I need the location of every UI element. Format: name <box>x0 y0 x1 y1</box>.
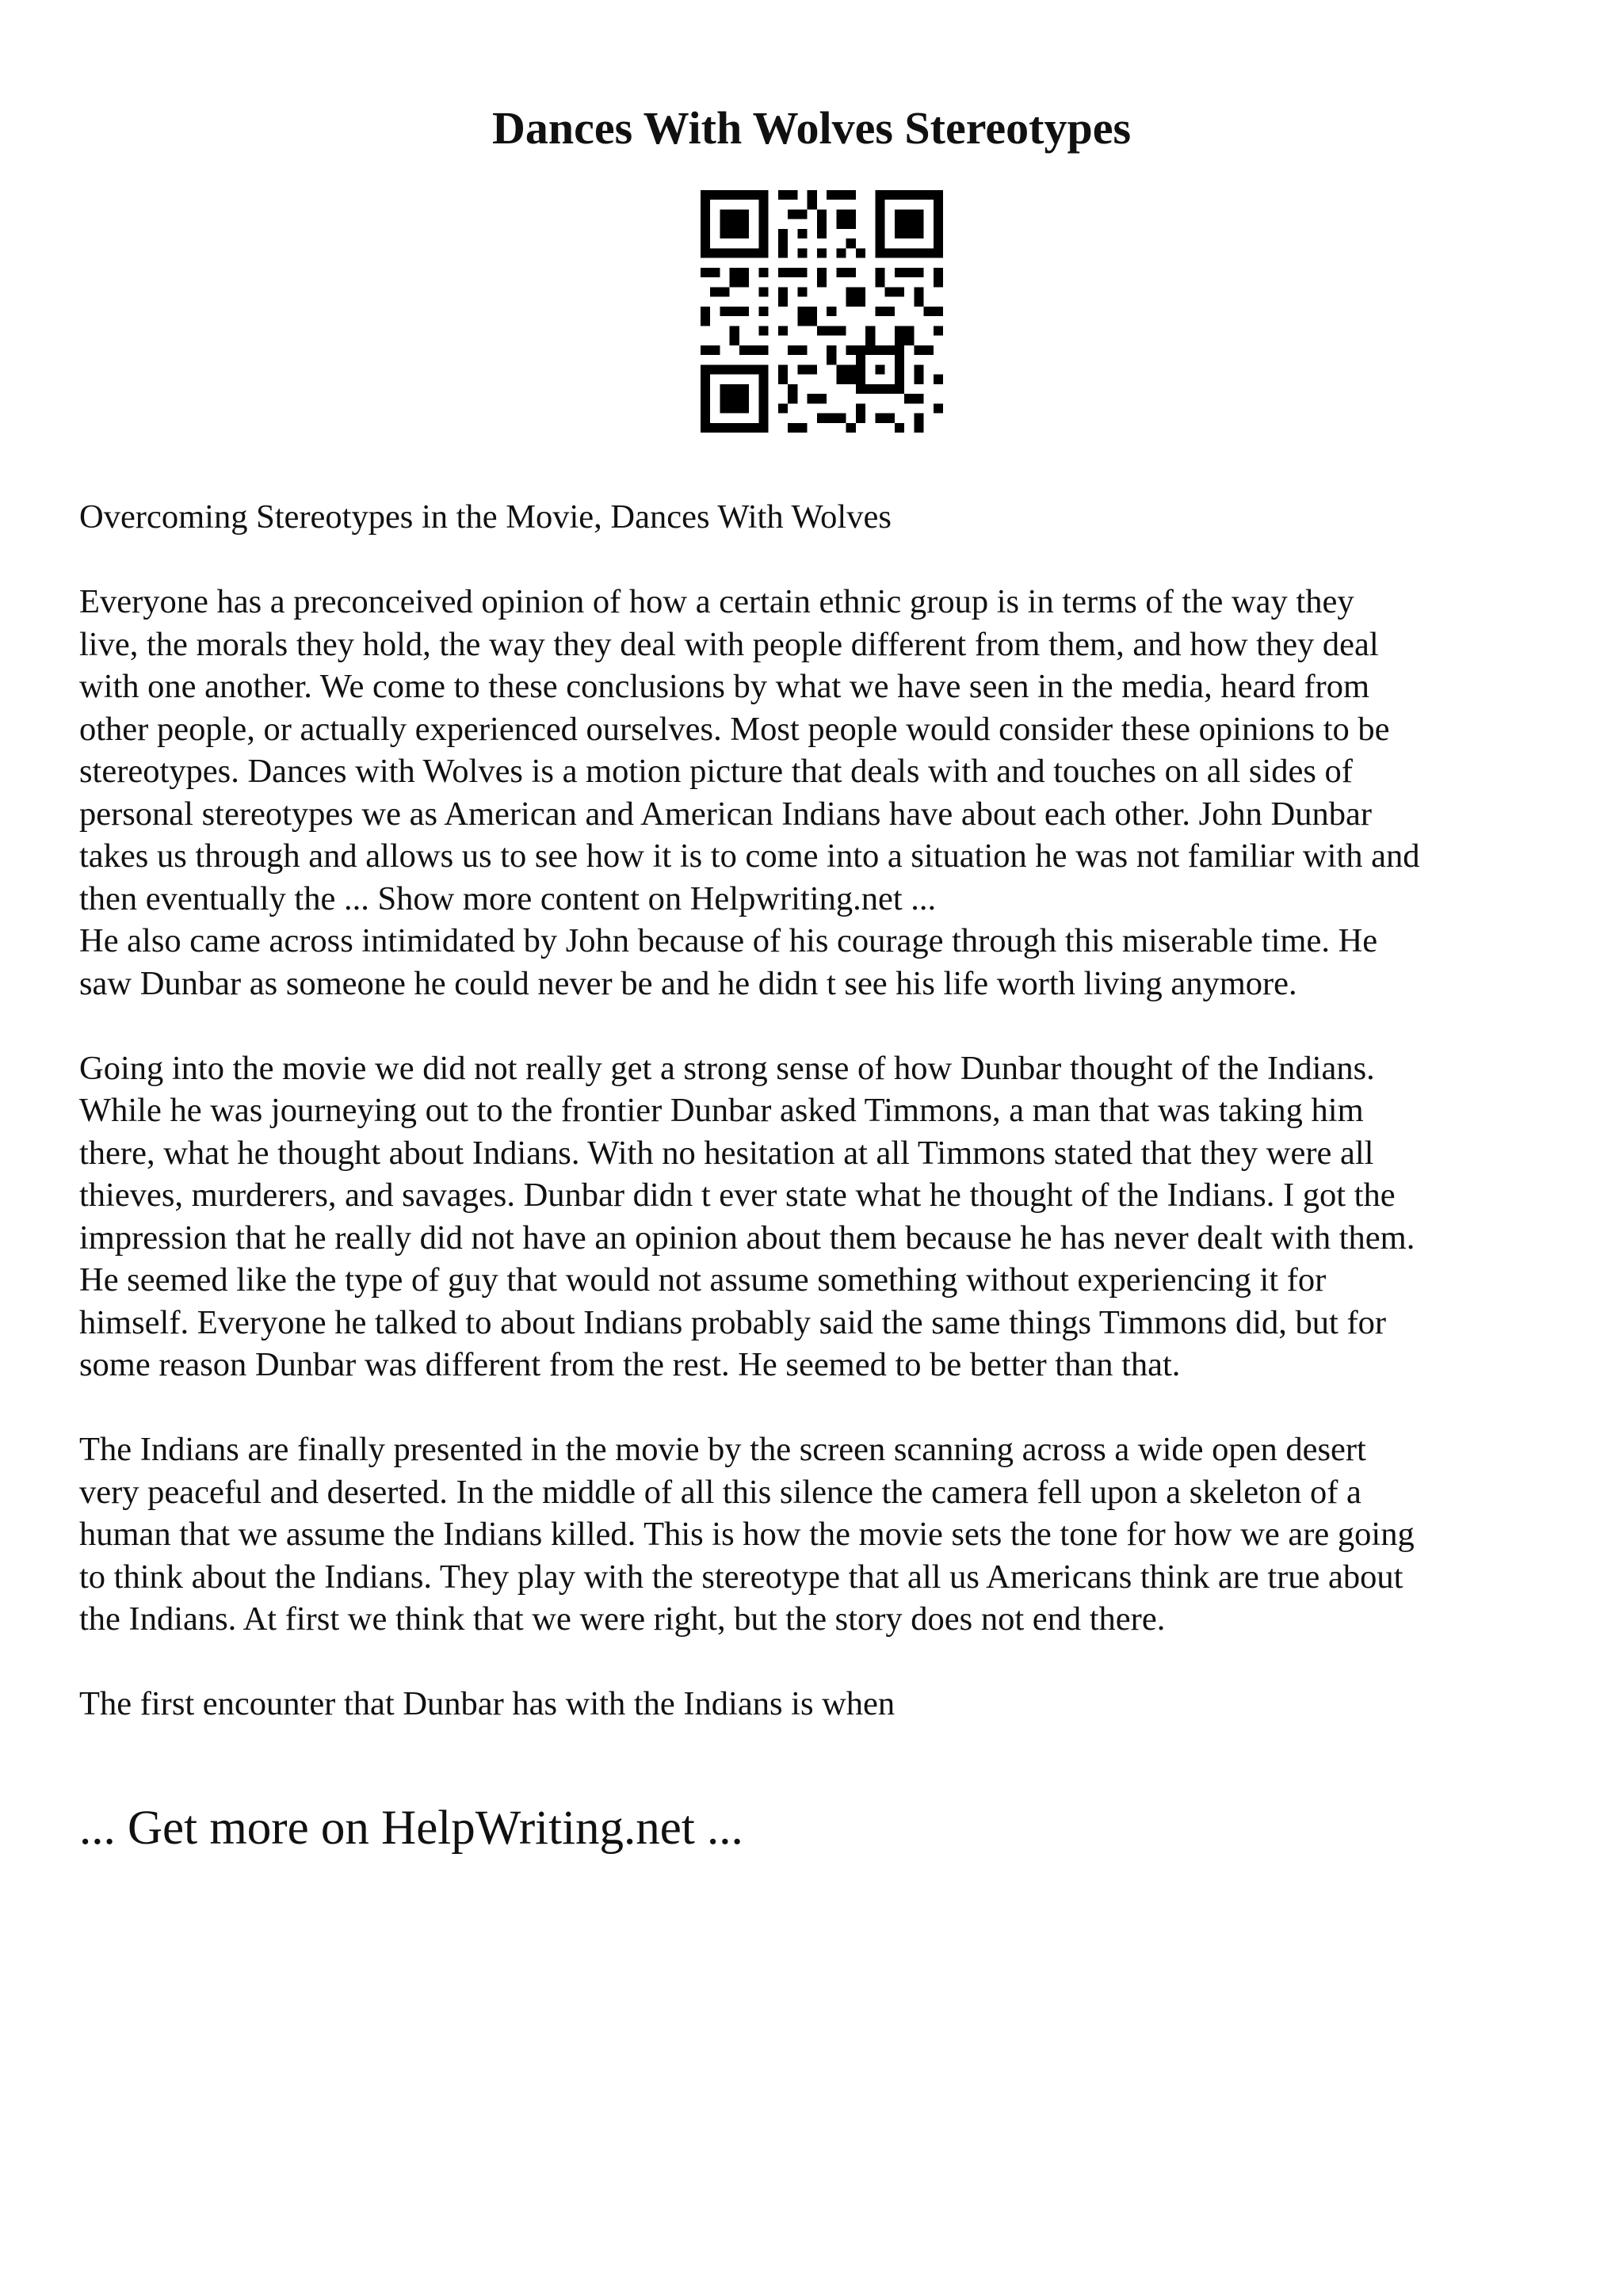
paragraph-line: personal stereotypes we as American and American Indians have about each other. John Dunbar <box>79 795 1372 833</box>
paragraph-line: there, what he thought about Indians. With no hesitation at all Timmons stated that they were all <box>79 1134 1374 1172</box>
paragraph-line: stereotypes. Dances with Wolves is a motion picture that deals with and touches on all sides of <box>79 753 1353 790</box>
paragraph-line: himself. Everyone he talked to about Indians probably said the same things Timmons did, but for <box>79 1303 1387 1341</box>
document-title: Dances With Wolves Stereotypes <box>491 102 1132 154</box>
paragraph-line: saw Dunbar as someone he could never be and he didn t see his life worth living anymore. <box>79 964 1297 1002</box>
paragraph-line: He seemed like the type of guy that would not assume something without experiencing it for <box>79 1261 1327 1299</box>
document-body <box>79 496 1569 1726</box>
paragraph-line: He also came across intimidated by John because of his courage through this miserable time. He <box>79 922 1378 959</box>
subtitle: Overcoming Stereotypes in the Movie, Dances With Wolves <box>79 498 892 536</box>
paragraph-line: to think about the Indians. They play with the stereotype that all us Americans think are true about <box>79 1558 1403 1596</box>
paragraph-line: with one another. We come to these conclusions by what we have seen in the media, heard from <box>79 668 1370 705</box>
paragraph-2 <box>79 920 1569 1005</box>
paragraph-line: The Indians are finally presented in the movie by the screen scanning across a wide open desert <box>79 1431 1366 1468</box>
paragraph-line: human that we assume the Indians killed. This is how the movie sets the tone for how we are going <box>79 1516 1415 1553</box>
paragraph-4 <box>79 1428 1569 1641</box>
paragraph-line: very peaceful and deserted. In the middle of all this silence the camera fell upon a skeleton of a <box>79 1473 1361 1511</box>
paragraph-line: While he was journeying out to the frontier Dunbar asked Timmons, a man that was taking him <box>79 1092 1364 1129</box>
paragraph-line: Everyone has a preconceived opinion of how a certain ethnic group is in terms of the way they <box>79 583 1354 620</box>
paragraph-line: live, the morals they hold, the way they deal with people different from them, and how they deal <box>79 625 1379 663</box>
get-more-link[interactable]: ... Get more on HelpWriting.net ... <box>79 1802 743 1855</box>
paragraph-line: some reason Dunbar was different from the rest. He seemed to be better than that. <box>79 1346 1181 1383</box>
paragraph-line: other people, or actually experienced ourselves. Most people would consider these opinions to be <box>79 710 1390 748</box>
paragraph-3 <box>79 1047 1569 1386</box>
paragraph-line: the Indians. At first we think that we were right, but the story does not end there. <box>79 1600 1166 1638</box>
paragraph-5 <box>79 1683 1569 1726</box>
qr-code-icon <box>701 190 943 433</box>
paragraph-line: impression that he really did not have an opinion about them because he has never dealt with them. <box>79 1219 1415 1257</box>
paragraph-line: thieves, murderers, and savages. Dunbar didn t ever state what he thought of the Indians. I got the <box>79 1177 1396 1214</box>
paragraph-1 <box>79 581 1569 920</box>
paragraph-line: Going into the movie we did not really get a strong sense of how Dunbar thought of the Indians. <box>79 1049 1375 1087</box>
paragraph-line: The first encounter that Dunbar has with the Indians is when <box>79 1685 896 1722</box>
paragraph-line: then eventually the ... Show more content on Helpwriting.net ... <box>79 879 937 917</box>
paragraph-line: takes us through and allows us to see how it is to come into a situation he was not familiar with and <box>79 837 1420 875</box>
